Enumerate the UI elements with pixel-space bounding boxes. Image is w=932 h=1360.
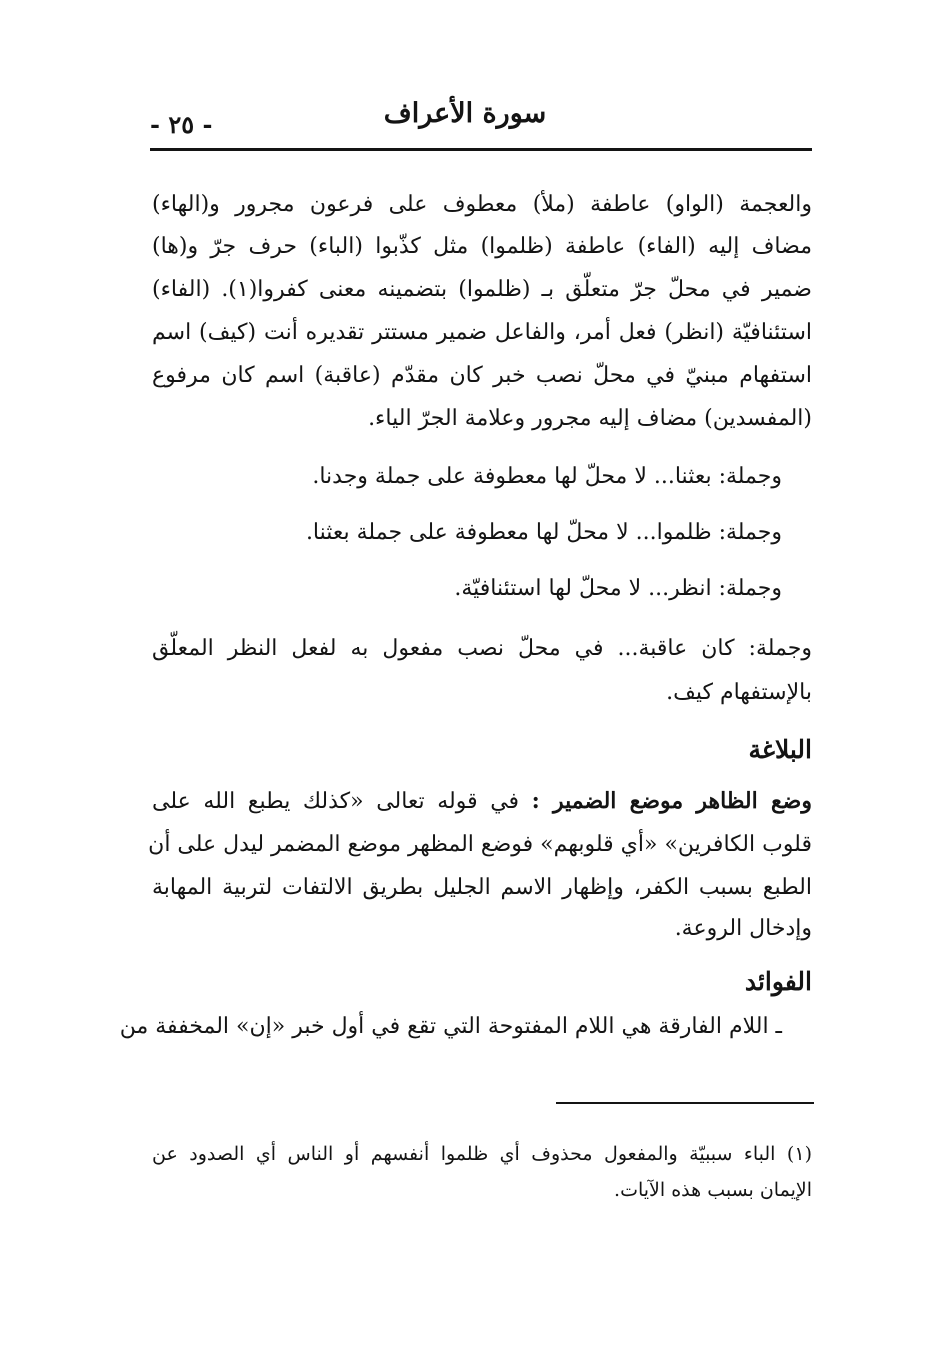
balagha-line: الطبع بسبب الكفر، وإظهار الاسم الجليل بطريق الالتفات لتربية المهابة xyxy=(152,875,812,900)
footnote-line: الإيمان بسبب هذه الآيات. xyxy=(614,1179,812,1201)
body-line: استئنافيّة (انظر) فعل أمر، والفاعل ضمير مستتر تقديره أنت (كيف) اسم xyxy=(152,320,812,345)
body-line: مضاف إليه (الفاء) عاطفة (ظلموا) مثل كذّبوا (الباء) حرف جرّ و(ها) xyxy=(152,234,812,259)
sentence-line: وجملة: ظلموا... لا محلّ لها معطوفة على جملة بعثنا. xyxy=(305,520,782,545)
balagha-line: قلوب الكافرين» «أي قلوبهم» فوضع المظهر موضع المضمر ليدل على أن xyxy=(148,832,812,857)
balagha-line xyxy=(152,786,812,817)
body-line: (المفسدين) مضاف إليه مجرور وعلامة الجرّ الياء. xyxy=(368,406,812,431)
balagha-line: وإدخال الروعة. xyxy=(674,916,812,941)
balagha-subheading: وضع الظاهر موضع الضمير : xyxy=(531,788,812,814)
body-line: ضمير في محلّ جرّ متعلّق بـ (ظلموا) بتضمينه معنى كفروا(١). (الفاء) xyxy=(152,277,812,302)
fawaid-line: ـ اللام الفارقة هي اللام المفتوحة التي تقع في أول خبر «إن» المخففة من xyxy=(119,1014,782,1039)
sentence-line: بالإستفهام كيف. xyxy=(666,680,812,705)
sentence-line: وجملة: بعثنا... لا محلّ لها معطوفة على جملة وجدنا. xyxy=(312,464,782,489)
page-number: - ٢٥ - xyxy=(150,110,213,139)
section-heading-fawaid: الفوائد xyxy=(744,967,812,996)
footnote-divider xyxy=(556,1102,814,1104)
sentence-line: وجملة: كان عاقبة... في محلّ نصب مفعول به لفعل النظر المعلّق xyxy=(152,636,812,661)
header-divider xyxy=(150,148,812,151)
section-heading-balagha: البلاغة xyxy=(748,735,812,764)
sentence-line: وجملة: انظر... لا محلّ لها استئنافيّة. xyxy=(454,576,782,601)
footnote-line: (١) الباء سببيّة والمفعول محذوف أي ظلموا أنفسهم أو الناس أي الصدود عن xyxy=(152,1143,812,1165)
body-line: والعجمة (الواو) عاطفة (ملأ) معطوف على فرعون مجرور و(الهاء) xyxy=(152,192,812,217)
balagha-line-rest: في قوله تعالى «كذلك يطبع الله على xyxy=(152,789,520,814)
body-line: استفهام مبنيّ في محلّ نصب خبر كان مقدّم (عاقبة) اسم كان مرفوع xyxy=(152,363,812,388)
page-title: سورة الأعراف xyxy=(383,98,547,129)
